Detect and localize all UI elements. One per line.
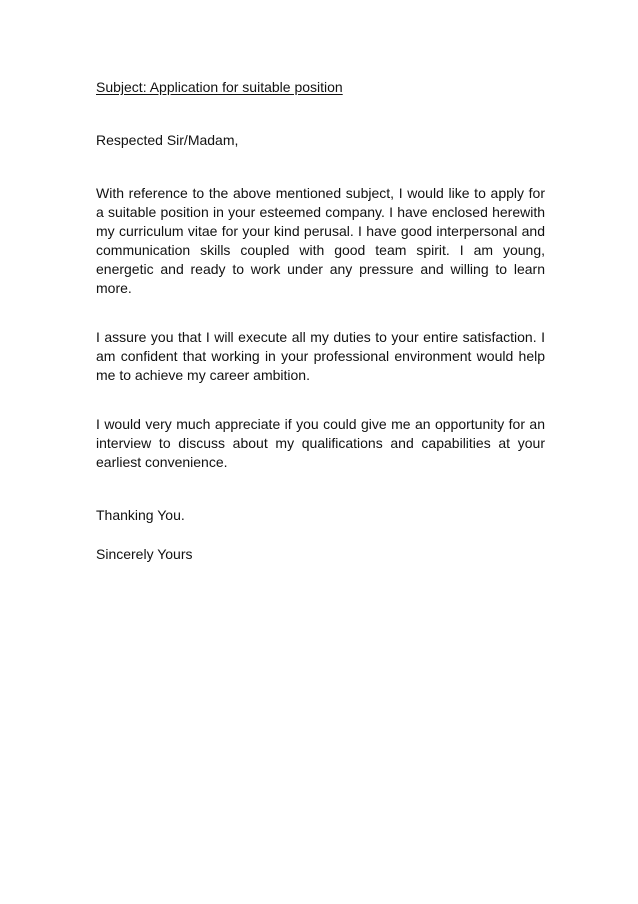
letter-signoff: Sincerely Yours [96,546,193,562]
letter-paragraph-1: With reference to the above mentioned subject, I would like to apply for a suitable position in your esteemed company. I have enclosed herewith my curriculum vitae for your kind perusal. I have good interpersonal and communication skills coupled with good team spirit. I am young, energetic and ready to work under any pressure and willing to learn more. [96,185,545,296]
letter-salutation: Respected Sir/Madam, [96,132,239,148]
letter-body [96,78,545,564]
letter-paragraph-2: I assure you that I will execute all my duties to your entire satisfaction. I am confident that working in your professional environment would help me to achieve my career ambition. [96,329,545,383]
letter-paragraph-3: I would very much appreciate if you could give me an opportunity for an interview to discuss about my qualifications and capabilities at your earliest convenience. [96,416,545,470]
letter-subject: Subject: Application for suitable position [96,79,343,95]
letter-closing: Thanking You. [96,507,185,523]
